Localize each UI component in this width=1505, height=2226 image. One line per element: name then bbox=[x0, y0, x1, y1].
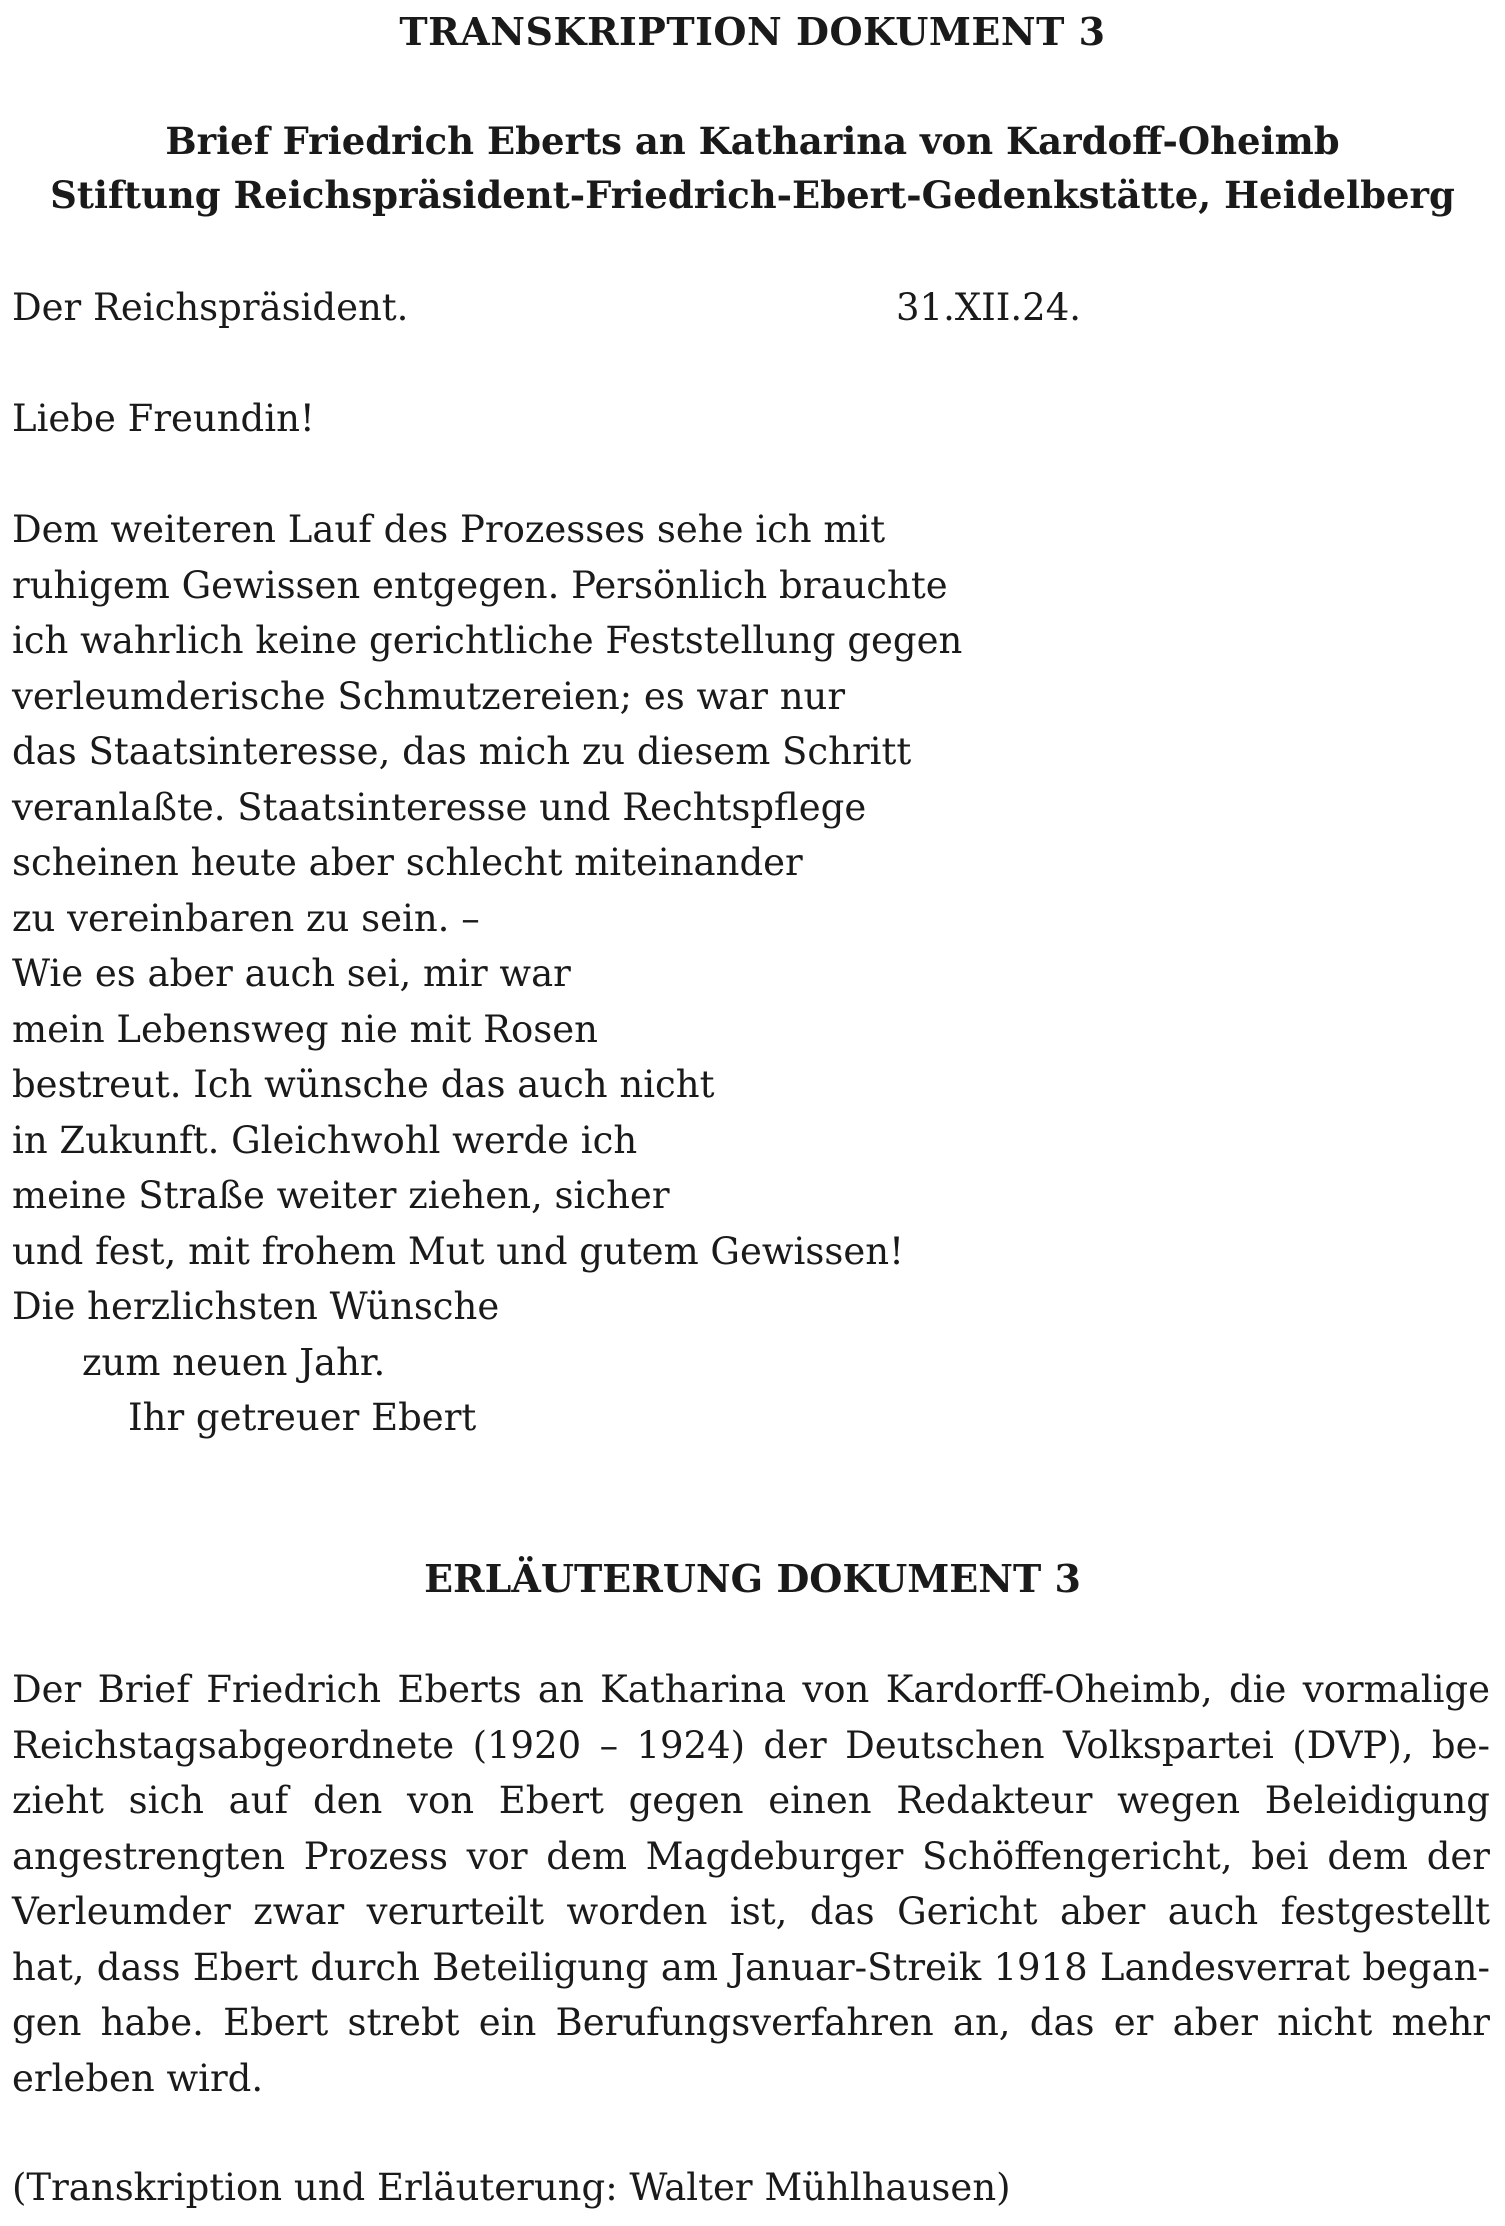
letter-line: zu vereinbaren zu sein. – bbox=[12, 896, 480, 940]
explanation-heading: ERLÄUTERUNG DOKUMENT 3 bbox=[424, 1556, 1081, 1601]
explanation-line: angestrengten Prozess vor dem Magdeburger Schöffengericht, bei dem der bbox=[12, 1834, 1490, 1878]
letter-source: Stiftung Reichspräsident-Friedrich-Ebert-Gedenkstätte, Heidelberg bbox=[50, 173, 1455, 217]
letter-line: meine Straße weiter ziehen, sicher bbox=[12, 1174, 670, 1217]
letter-line: scheinen heute aber schlecht miteinander bbox=[12, 841, 803, 884]
explanation-line: Verleumder zwar verurteilt worden ist, das Gericht aber auch festgestellt bbox=[12, 1890, 1490, 1933]
letter-line: und fest, mit frohem Mut und gutem Gewissen! bbox=[12, 1229, 904, 1273]
explanation-line: gen habe. Ebert strebt ein Berufungsverfahren an, das er aber nicht mehr bbox=[12, 2001, 1490, 2044]
letter-line: veranlaßte. Staatsinteresse und Rechtspflege bbox=[12, 785, 867, 829]
letter-date: 31.XII.24. bbox=[896, 286, 1082, 329]
letterhead: Der Reichspräsident. bbox=[12, 286, 409, 329]
letter-line: Dem weiteren Lauf des Prozesses sehe ich mit bbox=[12, 508, 886, 551]
letter-line: Wie es aber auch sei, mir war bbox=[12, 952, 571, 995]
letter-line: in Zukunft. Gleichwohl werde ich bbox=[12, 1118, 638, 1162]
explanation-line: erleben wird. bbox=[12, 2056, 264, 2100]
transcription-heading: TRANSKRIPTION DOKUMENT 3 bbox=[399, 9, 1106, 54]
salutation: Liebe Freundin! bbox=[12, 397, 315, 440]
explanation-line: hat, dass Ebert durch Beteiligung am Januar-Streik 1918 Landesverrat began- bbox=[12, 1945, 1490, 1989]
letter-closing: zum neuen Jahr. bbox=[82, 1340, 386, 1384]
letter-line: bestreut. Ich wünsche das auch nicht bbox=[12, 1063, 715, 1106]
explanation-line: Der Brief Friedrich Eberts an Katharina von Kardorff-Oheimb, die vormalige bbox=[12, 1668, 1490, 1711]
credit-line: (Transkription und Erläuterung: Walter Mühlhausen) bbox=[12, 2166, 1011, 2209]
letter-line: ruhigem Gewissen entgegen. Persönlich brauchte bbox=[12, 563, 948, 607]
letter-line: das Staatsinteresse, das mich zu diesem Schritt bbox=[12, 730, 912, 773]
letter-line: ich wahrlich keine gerichtliche Feststellung gegen bbox=[12, 619, 963, 662]
letter-line: Die herzlichsten Wünsche bbox=[12, 1285, 500, 1328]
letter-line: mein Lebensweg nie mit Rosen bbox=[12, 1007, 599, 1051]
explanation-paragraph bbox=[12, 1662, 1490, 2106]
letter-line: verleumderische Schmutzereien; es war nur bbox=[12, 674, 846, 718]
letter-signature: Ihr getreuer Ebert bbox=[128, 1396, 477, 1439]
letter-title: Brief Friedrich Eberts an Katharina von Kardoff-Oheimb bbox=[165, 119, 1340, 163]
letter-body bbox=[12, 502, 962, 1446]
explanation-line: Reichstagsabgeordnete (1920 – 1924) der Deutschen Volkspartei (DVP), be- bbox=[12, 1723, 1490, 1767]
explanation-line: zieht sich auf den von Ebert gegen einen Redakteur wegen Beleidigung bbox=[12, 1779, 1490, 1822]
